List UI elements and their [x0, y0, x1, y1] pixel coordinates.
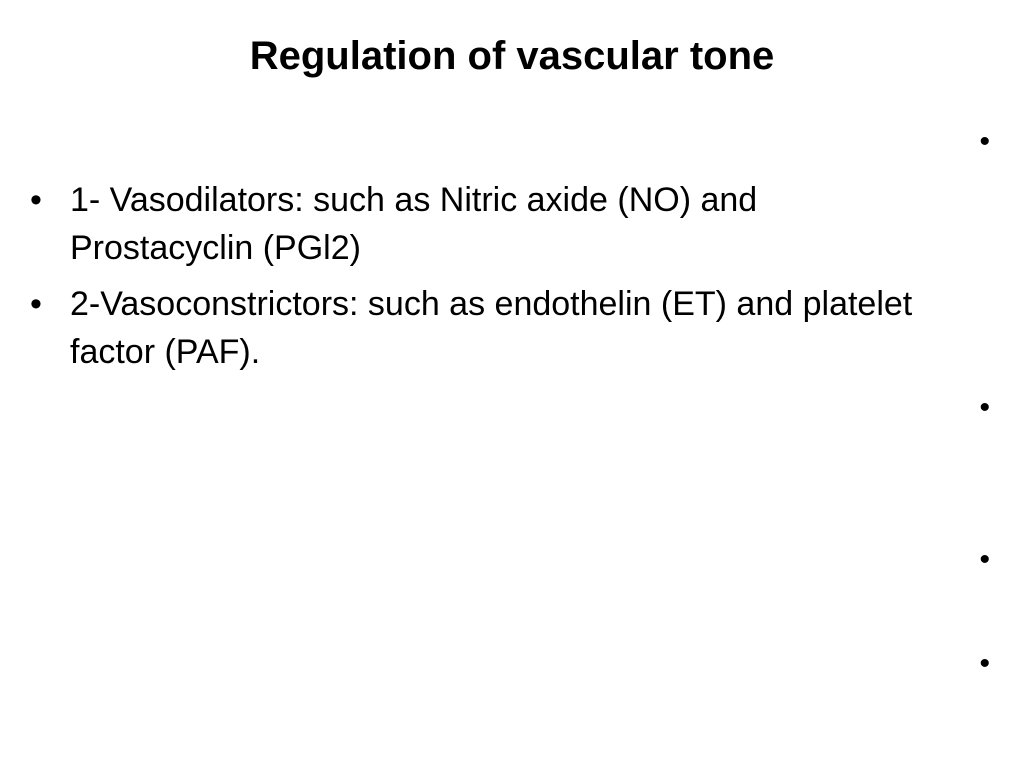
bullet-marker: • [979, 391, 990, 424]
bullet-shear-stress-effects [40, 118, 990, 166]
slide-title: Regulation of vascular tone [249, 34, 775, 78]
bullet-vasodilators [30, 176, 930, 272]
bullet-other-substances [40, 640, 990, 688]
bullet-text [40, 640, 954, 688]
bullet-text: 1- Vasodilators: such as Nitric axide (NO) and Prostacyclin (PGl2) [70, 181, 758, 267]
bullet-continuous-no-release [40, 536, 990, 584]
bullet-text [40, 536, 954, 584]
bullet-marker: • [30, 181, 42, 219]
bullet-text [40, 384, 954, 432]
bullet-marker: • [979, 125, 990, 158]
bullet-chemical-release [40, 384, 990, 432]
bullet-text: 2-Vasoconstrictors: such as endothelin (ET) and platelet factor (PAF). [70, 285, 913, 371]
bullet-marker: • [979, 543, 990, 576]
bullet-marker: • [979, 647, 990, 680]
bullet-vasoconstrictors [30, 280, 930, 376]
bullet-marker: • [30, 285, 42, 323]
bullet-text [40, 118, 954, 166]
